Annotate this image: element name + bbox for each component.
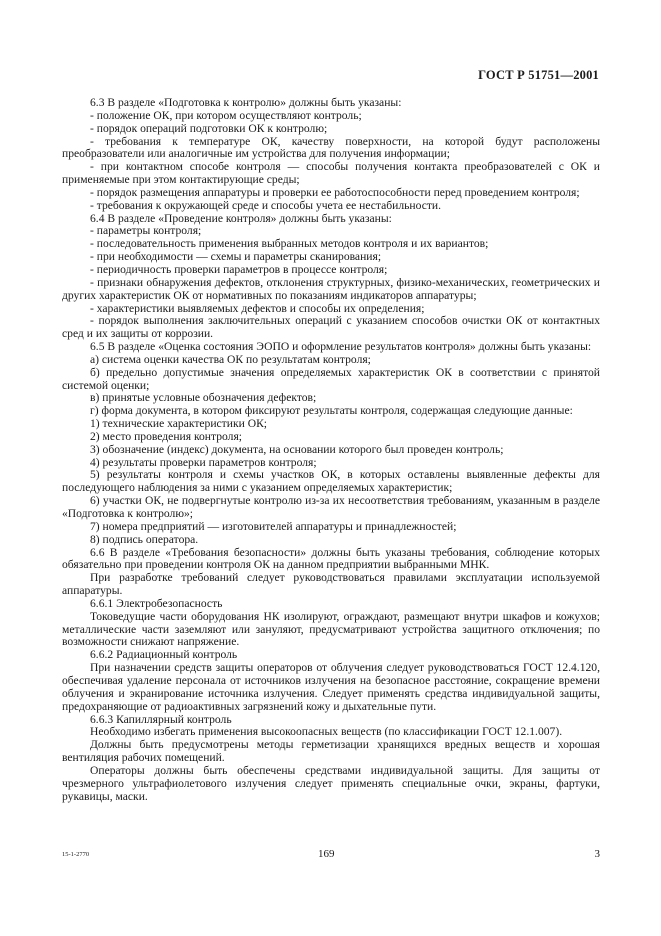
paragraph: - порядок операций подготовки ОК к контролю; <box>90 121 328 135</box>
paragraph: При разработке требований следует руководствоваться правилами эксплуатации используемой аппаратуры. <box>62 571 600 598</box>
paragraph: - положение ОК, при котором осуществляют контроль; <box>90 108 362 122</box>
paragraph: - периодичность проверки параметров в процессе контроля; <box>90 262 388 276</box>
paragraph: - при необходимости — схемы и параметры сканирования; <box>90 250 382 264</box>
paragraph: 6.6 В разделе «Требования безопасности» должны быть указаны требования, соблюдение которых обязательно при проведении контроля ОК на данном предприятии выбранными МНК. <box>62 545 600 572</box>
paragraph: - порядок выполнения заключительных операций с указанием способов очистки ОК от контактных сред и их защиты от коррозии. <box>62 314 600 341</box>
paragraph: - параметры контроля; <box>90 224 202 238</box>
print-code: 15-1-2770 <box>62 851 90 858</box>
paragraph: - требования к температуре ОК, качеству поверхности, на которой будут расположены преобразователи или аналогичные им устройства для получения информации; <box>62 134 600 161</box>
paragraph: 6.4 В разделе «Проведение контроля» должны быть указаны: <box>90 211 392 225</box>
paragraph: 6.6.1 Электробезопасность <box>90 596 223 610</box>
page-number: 169 <box>318 848 335 860</box>
paragraph: б) предельно допустимые значения определяемых характеристик ОК в соответствии с принятой системой оценки; <box>62 365 600 392</box>
paragraph: 6.6.3 Капиллярный контроль <box>90 712 232 726</box>
paragraph: 4) результаты проверки параметров контроля; <box>90 455 317 469</box>
paragraph: - характеристики выявляемых дефектов и способы их определения; <box>90 301 425 315</box>
paragraph: 3) обозначение (индекс) документа, на основании которого был проведен контроль; <box>90 442 504 456</box>
document-body <box>62 97 600 803</box>
paragraph: 7) номера предприятий — изготовителей аппаратуры и принадлежностей; <box>90 519 457 533</box>
paragraph: 8) подпись оператора. <box>90 532 199 546</box>
paragraph: При назначении средств защиты операторов от облучения следует руководствоваться ГОСТ 12.4.120, обеспечивая удаление персонала от источников излучения на безопасное расстояние, сокращение времени облучения и экранирование источника излучения. Следует применять средства индивидуальной защиты, предохраняющие от радиоактивных загрязнений кожу и дыхательные пути. <box>62 661 600 713</box>
paragraph: 6) участки ОК, не подвергнутые контролю из-за их несоответствия требованиям, указанным в разделе «Подготовка к контролю»; <box>62 494 600 520</box>
paragraph: 1) технические характеристики ОК; <box>90 417 268 431</box>
paragraph: - требования к окружающей среде и способы учета ее нестабильности. <box>90 198 442 212</box>
paragraph: 6.5 В разделе «Оценка состояния ЭОПО и оформление результатов контроля» должны быть указаны: <box>90 340 592 354</box>
standard-number: ГОСТ Р 51751—2001 <box>478 68 599 82</box>
paragraph: - признаки обнаружения дефектов, отклонения структурных, физико-механических, геометрических и других характеристик ОК от нормативных по показаниям индикаторов аппаратуры; <box>62 275 600 302</box>
paragraph: - порядок размещения аппаратуры и проверки ее работоспособности перед проведением контроля; <box>90 185 580 199</box>
paragraph: - последовательность применения выбранных методов контроля и их вариантов; <box>90 237 489 251</box>
paragraph: 6.3 В разделе «Подготовка к контролю» должны быть указаны: <box>90 96 402 109</box>
paragraph: 5) результаты контроля и схемы участков ОК, в которых оставлены выявленные дефекты для последующего наблюдения за ними с указанием определяемых характеристик; <box>62 468 600 495</box>
paragraph: Токоведущие части оборудования НК изолируют, ограждают, размещают внутри шкафов и кожухов; металлические части заземляют или зануляют, предусматривают устройства защитного отключения; по возможности снижают напряжение. <box>62 609 600 649</box>
paragraph: Должны быть предусмотрены методы герметизации хранящихся вредных веществ и хорошая вентиляция рабочих помещений. <box>62 738 600 765</box>
paragraph: в) принятые условные обозначения дефектов; <box>90 391 317 405</box>
paragraph: 6.6.2 Радиационный контроль <box>90 648 238 662</box>
paragraph: Необходимо избегать применения высокоопасных веществ (по классификации ГОСТ 12.1.007). <box>90 725 563 739</box>
paragraph: - при контактном способе контроля — способы получения контакта преобразователей с ОК и применяемые при этом контактирующие среды; <box>62 160 600 187</box>
paragraph: г) форма документа, в котором фиксируют результаты контроля, содержащая следующие данные: <box>90 404 573 418</box>
paragraph: а) система оценки качества ОК по результатам контроля; <box>90 352 371 366</box>
paragraph: Операторы должны быть обеспечены средствами индивидуальной защиты. Для защиты от чрезмерного ультрафиолетового излучения следует применять специальные очки, экраны, фартуки, рукавицы, маски. <box>62 763 600 803</box>
sheet-number: 3 <box>594 848 600 860</box>
paragraph: 2) место проведения контроля; <box>90 429 242 443</box>
